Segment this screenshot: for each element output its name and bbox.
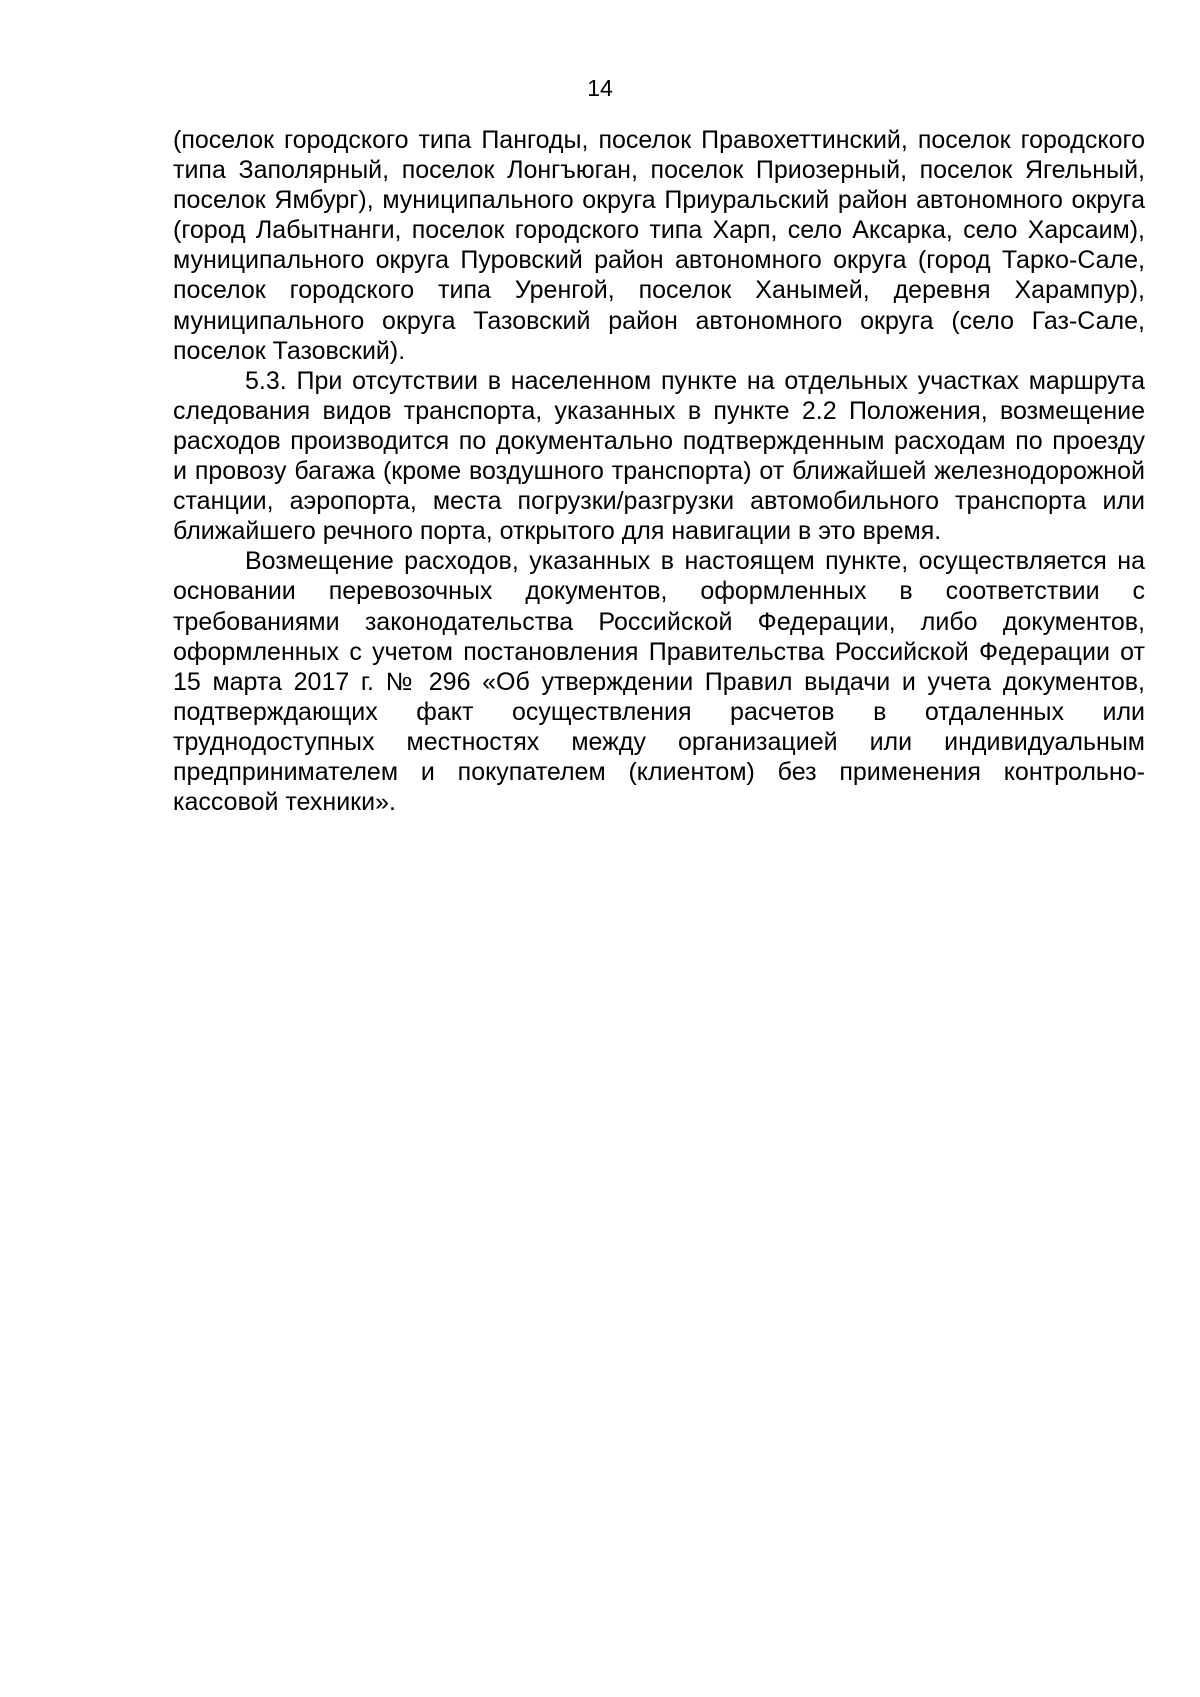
page-number: 14 (587, 75, 613, 101)
paragraph-clause-5-3: 5.3. При отсутствии в населенном пункте на отдельных участках маршрута следования видов транспорта, указанных в пункте 2.2 Положения, возмещение расходов производится по документально подтвержденным расходам по проезду и провозу багажа (кроме воздушного транспорта) от ближайшей железнодорожной станции, аэропорта, места погрузки/разгрузки автомобильного транспорта или ближайшего речного порта, открытого для навигации в это время. (173, 366, 1145, 546)
paragraph-settlements-list: (поселок городского типа Пангоды, поселок Правохеттинский, поселок городского типа Заполярный, поселок Лонгъюган, поселок Приозерный, поселок Ягельный, поселок Ямбург), муниципального округа Приуральский район автономного округа (город Лабытнанги, поселок городского типа Харп, село Аксарка, село Харсаим), муниципального округа Пуровский район автономного округа (город Тарко-Сале, поселок городского типа Уренгой, поселок Ханымей, деревня Харампур), муниципального округа Тазовский район автономного округа (село Газ-Сале, поселок Тазовский). (173, 126, 1145, 365)
document-body (173, 125, 1145, 817)
paragraph-reimbursement-documents: Возмещение расходов, указанных в настоящем пункте, осуществляется на основании перевозочных документов, оформленных в соответствии с требованиями законодательства Российской Федерации, либо документов, оформленных с учетом постановления Правительства Российской Федерации от 15 марта 2017 г. № 296 «Об утверждении Правил выдачи и учета документов, подтверждающих факт осуществления расчетов в отдаленных или труднодоступных местностях между организацией или индивидуальным предпринимателем и покупателем (клиентом) без применения контрольно-кассовой техники». (173, 547, 1145, 817)
